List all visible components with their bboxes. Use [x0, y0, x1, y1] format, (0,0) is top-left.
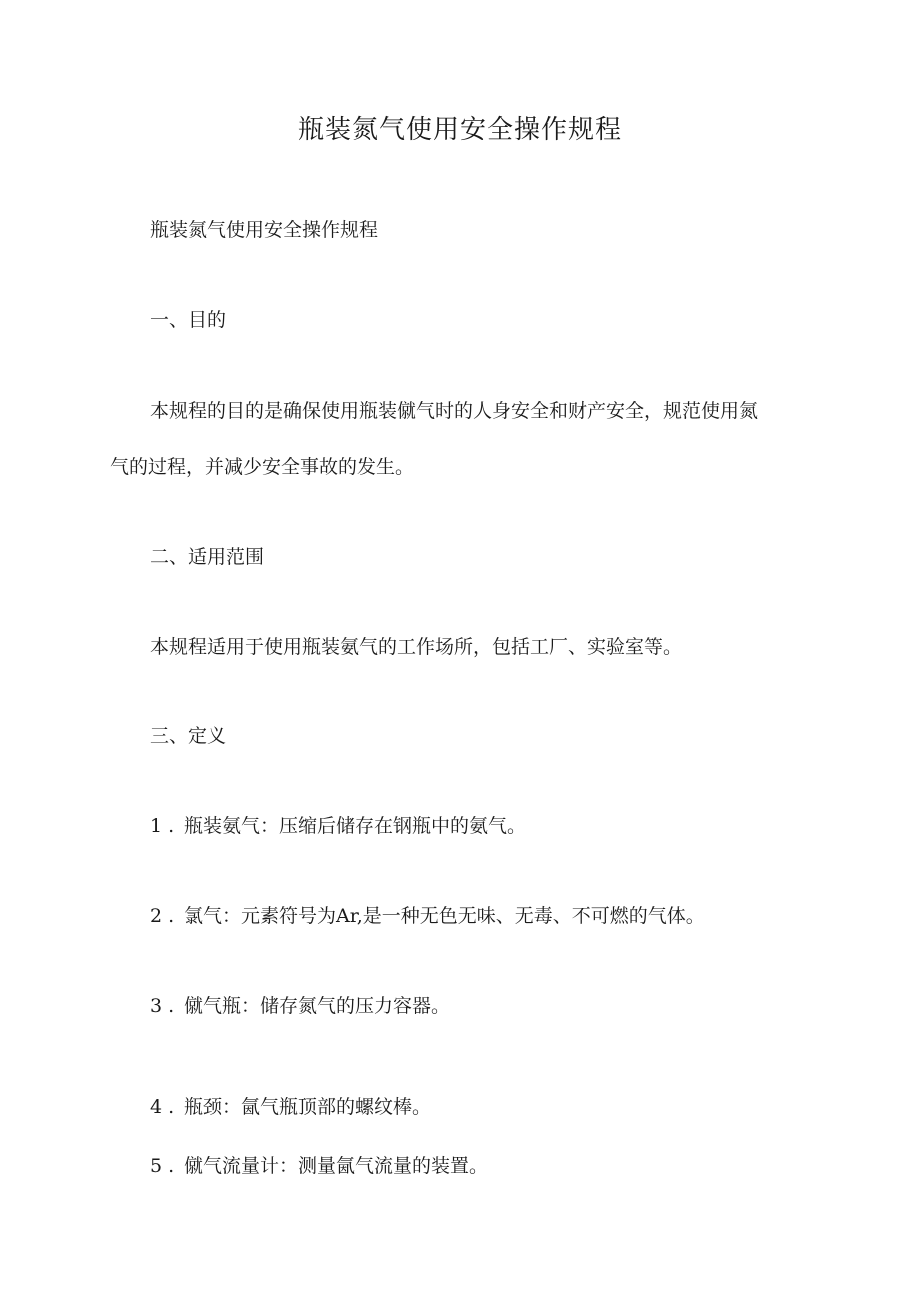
definition-item-text: 瓶颈：氤气瓶顶部的螺纹棒。 — [184, 1096, 432, 1118]
purpose-paragraph-line-1: 本规程的目的是确保使用瓶装僦气时的人身安全和财产安全，规范使用氮 — [150, 400, 759, 422]
purpose-paragraph-line-2: 气的过程，并减少安全事故的发生。 — [110, 456, 415, 478]
definition-item-text: 僦气流量计：测量氤气流量的装置。 — [184, 1155, 489, 1177]
definition-item — [150, 812, 526, 840]
section-heading-scope: 二、适用范围 — [150, 546, 265, 568]
definition-item-text: 僦气瓶：储存氮气的压力容器。 — [184, 995, 451, 1017]
definition-item-text: 氯气：元素符号为Ar,是一种无色无味、无毒、不可燃的气体。 — [184, 905, 705, 927]
definition-item-number: 5 . — [150, 1155, 175, 1177]
section-heading-definitions: 三、定义 — [150, 725, 227, 747]
definition-item-text: 瓶装氨气：压缩后储存在钢瓶中的氨气。 — [184, 815, 527, 837]
definition-item-number: 3 . — [150, 995, 175, 1017]
definition-item — [150, 1093, 431, 1121]
definition-item-number: 2 . — [150, 905, 175, 927]
definition-item — [150, 1152, 488, 1180]
page-title: 瓶装氮气使用安全操作规程 — [297, 115, 622, 145]
scope-paragraph: 本规程适用于使用瓶装氨气的工作场所，包括工厂、实验室等。 — [150, 636, 683, 658]
definition-item — [150, 902, 705, 930]
definition-item-number: 1 . — [150, 815, 175, 837]
definition-item-number: 4 . — [150, 1096, 175, 1118]
definition-item — [150, 992, 450, 1020]
section-heading-purpose: 一、目的 — [150, 309, 227, 331]
document-subtitle: 瓶装氮气使用安全操作规程 — [150, 219, 379, 241]
